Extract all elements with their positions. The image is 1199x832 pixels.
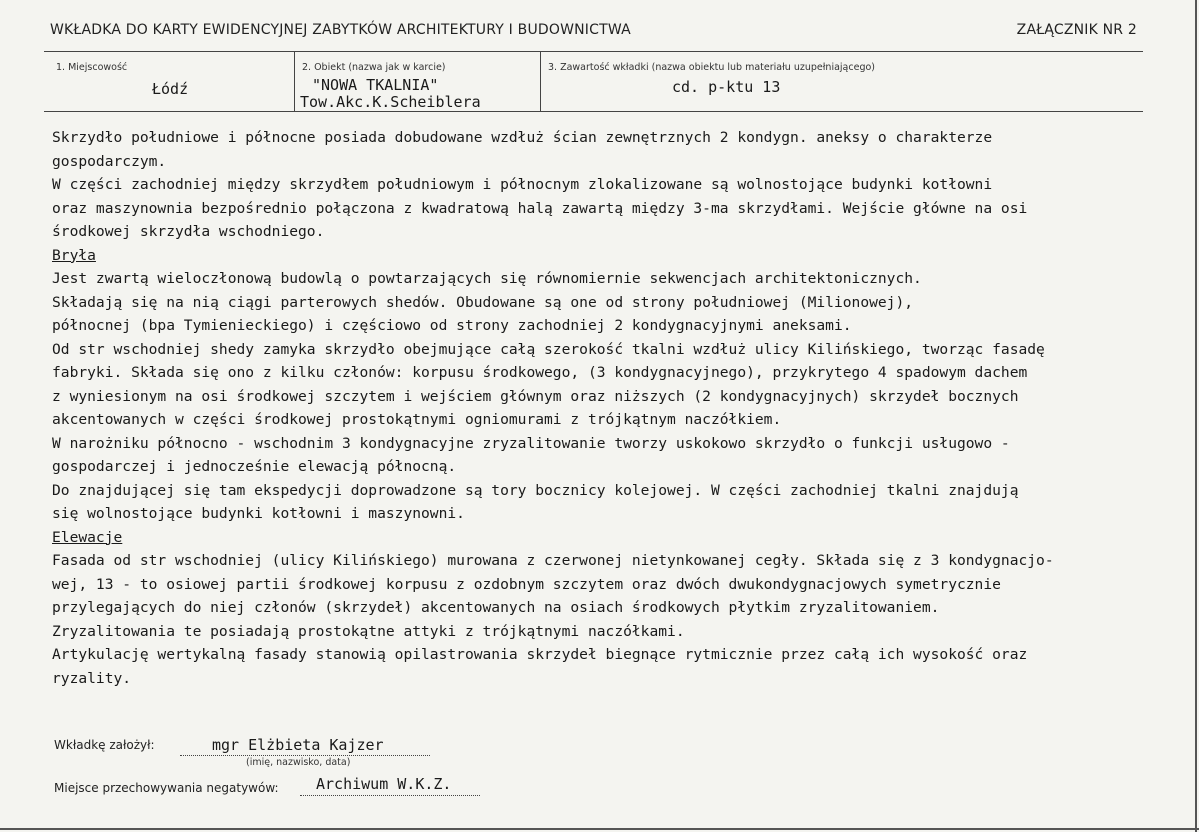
field3-value: cd. p-ktu 13 xyxy=(672,78,781,96)
card-right-edge xyxy=(1195,0,1197,832)
bryla-line: Składają się na nią ciągi parterowych shedów. Obudowane są one od strony południowej (Milionowej), xyxy=(52,293,914,311)
field2-label: 2. Obiekt (nazwa jak w karcie) xyxy=(302,62,446,73)
bryla-line: z wyniesionym na osi środkowej szczytem i wejściem głównym oraz niższych (2 kondygnacyjnych) skrzydeł bocznych xyxy=(52,387,1019,405)
elewacje-line: przylegających do niej członów (skrzydeł) akcentowanych na osiach środkowych płytkim zryzalitowaniem. xyxy=(52,599,940,616)
author-dotted-line xyxy=(180,755,430,756)
field1-value: Łódź xyxy=(152,80,189,98)
author-label: Wkładkę założył: xyxy=(54,738,155,752)
elewacje-line: Fasada od str wschodniej (ulicy Kilińskiego) murowana z czerwonej nietynkowanej cegły. Składa się z 3 kondygnacjo- xyxy=(52,552,1054,569)
bryla-line: się wolnostojące budynki kotłowni i maszynowni. xyxy=(52,505,465,522)
body-line: Skrzydło południowe i północne posiada dobudowane wzdłuż ścian zewnętrznych 2 kondygn. aneksy o charakterze xyxy=(52,129,993,146)
bryla-line: fabryki. Składa się ono z kilku członów: korpusu środkowego, (3 kondygnacyjnego), przykrytego 4 spadowym dachem xyxy=(52,364,1028,381)
bryla-line: akcentowanych w części środkowej prostokątnymi ogniomurami z trójkątnym naczółkiem. xyxy=(52,411,782,428)
field2-value-line2: Tow.Akc.K.Scheiblera xyxy=(300,93,481,111)
elewacje-line: wej, 13 - to osiowej partii środkowej korpusu z ozdobnym szczytem oraz dwóch dwukondygnacjowych symetrycznie xyxy=(52,575,1001,593)
field-divider-2 xyxy=(540,51,541,111)
field1-label: 1. Miejscowość xyxy=(56,62,128,73)
card-bottom-edge xyxy=(0,828,1199,830)
bryla-line: Do znajdującej się tam ekspedycji doprowadzone są tory bocznicy kolejowej. W części zachodniej tkalni znajdują xyxy=(52,481,1019,499)
body-line: oraz maszynownia bezpośrednio połączona z kwadratową halą zawartą między 3-ma skrzydłami. Wejście główne na osi xyxy=(52,199,1028,217)
bryla-line: Od str wschodniej shedy zamyka skrzydło obejmujące całą szerokość tkalni wzdłuż ulicy Kilińskiego, tworząc fasadę xyxy=(52,340,1045,358)
negatives-dotted-line xyxy=(300,795,480,796)
bryla-line: Jest zwartą wieloczłonową budowlą o powtarzających się równomiernie sekwencjach architektonicznych. xyxy=(52,270,922,287)
body-line: W części zachodniej między skrzydłem południowym i północnym zlokalizowane są wolnostojące budynki kotłowni xyxy=(52,176,993,193)
author-note: (imię, nazwisko, data) xyxy=(246,757,351,768)
bryla-line: gospodarczej i jednocześnie elewacją północną. xyxy=(52,458,457,475)
section-heading-elewacje: Elewacje xyxy=(52,528,123,546)
document-title: WKŁADKA DO KARTY EWIDENCYJNEJ ZABYTKÓW ARCHITEKTURY I BUDOWNICTWA xyxy=(50,22,631,38)
bryla-line: W narożniku północno - wschodnim 3 kondygnacyjne zryzalitowanie tworzy uskokowo skrzydło o funkcji usługowo - xyxy=(52,434,1010,452)
field-divider-1 xyxy=(294,51,295,111)
field2-value-line1: "NOWA TKALNIA" xyxy=(312,76,439,94)
elewacje-line: Zryzalitowania te posiadają prostokątne attyki z trójkątnymi naczółkami. xyxy=(52,622,685,640)
bryla-line: północnej (bpa Tymienieckiego) i częściowo od strony zachodniej 2 kondygnacyjnymi aneksami. xyxy=(52,317,852,334)
body-line: gospodarczym. xyxy=(52,152,167,170)
body-text xyxy=(52,126,1162,690)
section-heading-bryla: Bryła xyxy=(52,246,96,264)
field3-label: 3. Zawartość wkładki (nazwa obiektu lub materiału uzupełniającego) xyxy=(548,62,875,73)
elewacje-line: Artykulację wertykalną fasady stanowią opilastrowania skrzydeł biegnące rytmicznie przez całą ich wysokość oraz xyxy=(52,646,1028,663)
negatives-value: Archiwum W.K.Z. xyxy=(316,775,452,793)
annex-number: ZAŁĄCZNIK NR 2 xyxy=(1016,22,1137,38)
author-value: mgr Elżbieta Kajzer xyxy=(212,736,384,754)
elewacje-line: ryzality. xyxy=(52,669,132,687)
header-rule-bottom xyxy=(44,111,1143,112)
header-rule-top xyxy=(44,51,1143,52)
negatives-label: Miejsce przechowywania negatywów: xyxy=(54,781,279,795)
body-line: środkowej skrzydła wschodniego. xyxy=(52,223,325,240)
